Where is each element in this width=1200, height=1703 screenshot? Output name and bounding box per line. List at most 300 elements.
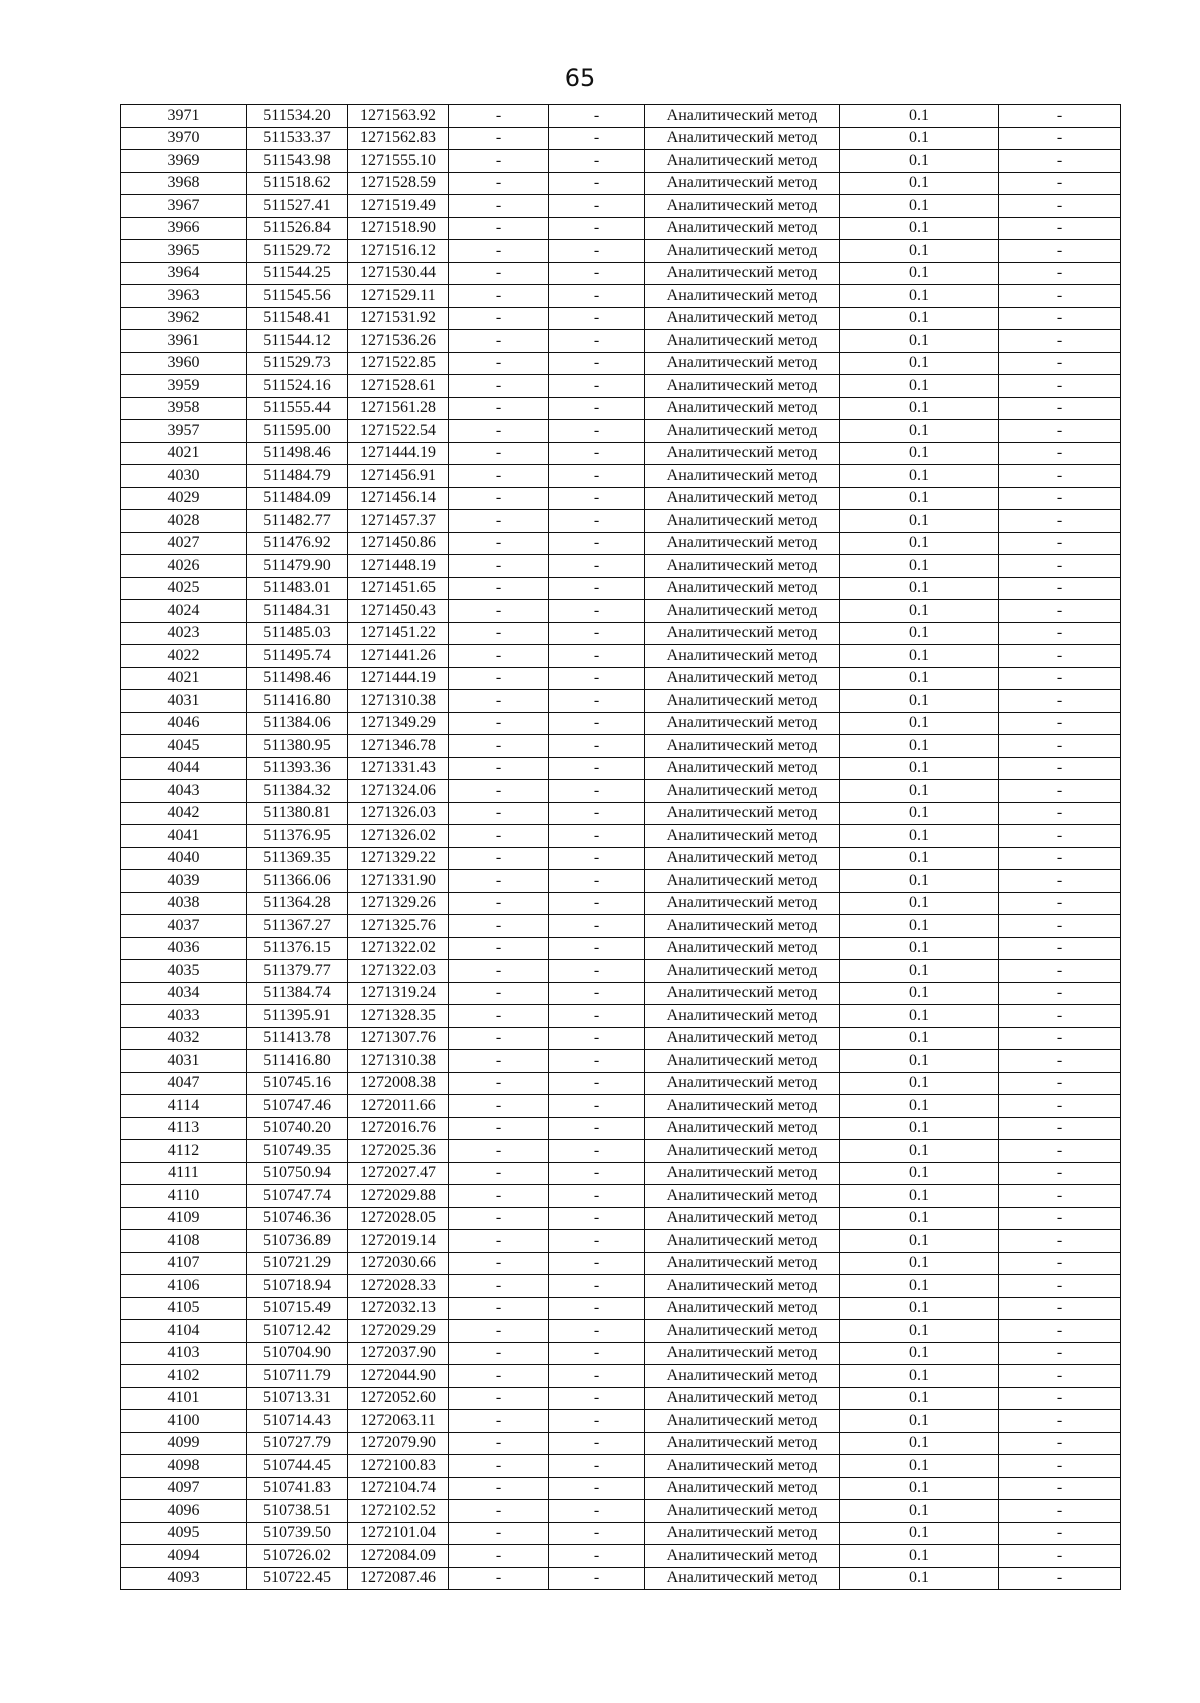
dash-cell: -: [549, 510, 645, 533]
method-cell: Аналитический метод: [645, 172, 840, 195]
point-number-cell: 4098: [121, 1455, 247, 1478]
table-row: [121, 532, 1121, 555]
x-coordinate-cell: 510750.94: [247, 1162, 348, 1185]
accuracy-cell: 0.1: [840, 285, 999, 308]
method-cell: Аналитический метод: [645, 915, 840, 938]
x-coordinate-cell: 511376.95: [247, 825, 348, 848]
point-number-cell: 3958: [121, 397, 247, 420]
dash-cell: -: [999, 330, 1121, 353]
dash-cell: -: [549, 442, 645, 465]
dash-cell: -: [449, 330, 549, 353]
page-number: 65: [564, 64, 596, 92]
table-row: [121, 217, 1121, 240]
y-coordinate-cell: 1271563.92: [348, 105, 449, 128]
dash-cell: -: [449, 285, 549, 308]
y-coordinate-cell: 1272079.90: [348, 1432, 449, 1455]
accuracy-cell: 0.1: [840, 397, 999, 420]
accuracy-cell: 0.1: [840, 420, 999, 443]
dash-cell: -: [549, 307, 645, 330]
dash-cell: -: [549, 1140, 645, 1163]
x-coordinate-cell: 511529.73: [247, 352, 348, 375]
accuracy-cell: 0.1: [840, 127, 999, 150]
y-coordinate-cell: 1272032.13: [348, 1297, 449, 1320]
x-coordinate-cell: 511484.09: [247, 487, 348, 510]
x-coordinate-cell: 510713.31: [247, 1387, 348, 1410]
dash-cell: -: [549, 780, 645, 803]
accuracy-cell: 0.1: [840, 375, 999, 398]
method-cell: Аналитический метод: [645, 892, 840, 915]
dash-cell: -: [999, 307, 1121, 330]
point-number-cell: 3963: [121, 285, 247, 308]
dash-cell: -: [449, 487, 549, 510]
method-cell: Аналитический метод: [645, 1005, 840, 1028]
y-coordinate-cell: 1271536.26: [348, 330, 449, 353]
dash-cell: -: [449, 532, 549, 555]
x-coordinate-cell: 510738.51: [247, 1500, 348, 1523]
y-coordinate-cell: 1271322.03: [348, 960, 449, 983]
point-number-cell: 3971: [121, 105, 247, 128]
dash-cell: -: [449, 892, 549, 915]
table-row: [121, 375, 1121, 398]
accuracy-cell: 0.1: [840, 870, 999, 893]
method-cell: Аналитический метод: [645, 937, 840, 960]
table-row: [121, 892, 1121, 915]
dash-cell: -: [999, 1252, 1121, 1275]
method-cell: Аналитический метод: [645, 217, 840, 240]
y-coordinate-cell: 1271322.02: [348, 937, 449, 960]
dash-cell: -: [999, 1387, 1121, 1410]
x-coordinate-cell: 510711.79: [247, 1365, 348, 1388]
method-cell: Аналитический метод: [645, 1500, 840, 1523]
method-cell: Аналитический метод: [645, 577, 840, 600]
dash-cell: -: [549, 1072, 645, 1095]
dash-cell: -: [549, 555, 645, 578]
x-coordinate-cell: 511384.06: [247, 712, 348, 735]
method-cell: Аналитический метод: [645, 1252, 840, 1275]
method-cell: Аналитический метод: [645, 690, 840, 713]
dash-cell: -: [549, 105, 645, 128]
dash-cell: -: [549, 1117, 645, 1140]
y-coordinate-cell: 1271310.38: [348, 1050, 449, 1073]
accuracy-cell: 0.1: [840, 240, 999, 263]
table-row: [121, 465, 1121, 488]
dash-cell: -: [999, 1162, 1121, 1185]
point-number-cell: 4033: [121, 1005, 247, 1028]
table-row: [121, 352, 1121, 375]
table-row: [121, 1162, 1121, 1185]
accuracy-cell: 0.1: [840, 1252, 999, 1275]
x-coordinate-cell: 510718.94: [247, 1275, 348, 1298]
point-number-cell: 4023: [121, 622, 247, 645]
dash-cell: -: [449, 1140, 549, 1163]
x-coordinate-cell: 511533.37: [247, 127, 348, 150]
table-row: [121, 960, 1121, 983]
table-row: [121, 802, 1121, 825]
point-number-cell: 4034: [121, 982, 247, 1005]
dash-cell: -: [449, 465, 549, 488]
dash-cell: -: [449, 960, 549, 983]
x-coordinate-cell: 510747.74: [247, 1185, 348, 1208]
dash-cell: -: [449, 847, 549, 870]
dash-cell: -: [549, 712, 645, 735]
x-coordinate-cell: 510714.43: [247, 1410, 348, 1433]
dash-cell: -: [549, 1522, 645, 1545]
table-row: [121, 330, 1121, 353]
y-coordinate-cell: 1272101.04: [348, 1522, 449, 1545]
x-coordinate-cell: 510715.49: [247, 1297, 348, 1320]
dash-cell: -: [999, 127, 1121, 150]
table-row: [121, 780, 1121, 803]
accuracy-cell: 0.1: [840, 960, 999, 983]
accuracy-cell: 0.1: [840, 645, 999, 668]
method-cell: Аналитический метод: [645, 150, 840, 173]
dash-cell: -: [549, 465, 645, 488]
y-coordinate-cell: 1271531.92: [348, 307, 449, 330]
y-coordinate-cell: 1271522.54: [348, 420, 449, 443]
point-number-cell: 4108: [121, 1230, 247, 1253]
method-cell: Аналитический метод: [645, 757, 840, 780]
dash-cell: -: [999, 1455, 1121, 1478]
accuracy-cell: 0.1: [840, 1522, 999, 1545]
dash-cell: -: [449, 600, 549, 623]
accuracy-cell: 0.1: [840, 352, 999, 375]
point-number-cell: 4035: [121, 960, 247, 983]
method-cell: Аналитический метод: [645, 1477, 840, 1500]
dash-cell: -: [549, 285, 645, 308]
x-coordinate-cell: 510747.46: [247, 1095, 348, 1118]
table-row: [121, 937, 1121, 960]
table-row: [121, 1455, 1121, 1478]
point-number-cell: 4026: [121, 555, 247, 578]
dash-cell: -: [549, 645, 645, 668]
dash-cell: -: [999, 712, 1121, 735]
x-coordinate-cell: 511367.27: [247, 915, 348, 938]
y-coordinate-cell: 1271555.10: [348, 150, 449, 173]
dash-cell: -: [999, 780, 1121, 803]
dash-cell: -: [449, 1545, 549, 1568]
table-row: [121, 1365, 1121, 1388]
y-coordinate-cell: 1271448.19: [348, 555, 449, 578]
x-coordinate-cell: 511364.28: [247, 892, 348, 915]
dash-cell: -: [549, 1365, 645, 1388]
dash-cell: -: [999, 150, 1121, 173]
point-number-cell: 4021: [121, 442, 247, 465]
x-coordinate-cell: 511413.78: [247, 1027, 348, 1050]
x-coordinate-cell: 511534.20: [247, 105, 348, 128]
method-cell: Аналитический метод: [645, 352, 840, 375]
dash-cell: -: [449, 1275, 549, 1298]
accuracy-cell: 0.1: [840, 622, 999, 645]
dash-cell: -: [549, 397, 645, 420]
method-cell: Аналитический метод: [645, 375, 840, 398]
dash-cell: -: [449, 1567, 549, 1590]
dash-cell: -: [999, 1500, 1121, 1523]
point-number-cell: 4100: [121, 1410, 247, 1433]
dash-cell: -: [999, 847, 1121, 870]
x-coordinate-cell: 511393.36: [247, 757, 348, 780]
accuracy-cell: 0.1: [840, 1455, 999, 1478]
x-coordinate-cell: 511498.46: [247, 442, 348, 465]
x-coordinate-cell: 511384.74: [247, 982, 348, 1005]
point-number-cell: 4102: [121, 1365, 247, 1388]
accuracy-cell: 0.1: [840, 892, 999, 915]
table-row: [121, 1117, 1121, 1140]
table-row: [121, 1140, 1121, 1163]
dash-cell: -: [449, 397, 549, 420]
accuracy-cell: 0.1: [840, 915, 999, 938]
accuracy-cell: 0.1: [840, 1027, 999, 1050]
x-coordinate-cell: 511479.90: [247, 555, 348, 578]
y-coordinate-cell: 1271444.19: [348, 442, 449, 465]
point-number-cell: 3966: [121, 217, 247, 240]
dash-cell: -: [999, 217, 1121, 240]
point-number-cell: 4041: [121, 825, 247, 848]
method-cell: Аналитический метод: [645, 1297, 840, 1320]
point-number-cell: 4043: [121, 780, 247, 803]
accuracy-cell: 0.1: [840, 1207, 999, 1230]
table-row: [121, 487, 1121, 510]
dash-cell: -: [549, 1005, 645, 1028]
dash-cell: -: [549, 735, 645, 758]
accuracy-cell: 0.1: [840, 487, 999, 510]
method-cell: Аналитический метод: [645, 982, 840, 1005]
x-coordinate-cell: 511555.44: [247, 397, 348, 420]
point-number-cell: 3959: [121, 375, 247, 398]
point-number-cell: 4097: [121, 1477, 247, 1500]
dash-cell: -: [449, 1117, 549, 1140]
accuracy-cell: 0.1: [840, 262, 999, 285]
y-coordinate-cell: 1272084.09: [348, 1545, 449, 1568]
dash-cell: -: [999, 240, 1121, 263]
y-coordinate-cell: 1271450.86: [348, 532, 449, 555]
dash-cell: -: [549, 1342, 645, 1365]
x-coordinate-cell: 510741.83: [247, 1477, 348, 1500]
dash-cell: -: [549, 1567, 645, 1590]
dash-cell: -: [449, 1365, 549, 1388]
x-coordinate-cell: 510727.79: [247, 1432, 348, 1455]
y-coordinate-cell: 1272027.47: [348, 1162, 449, 1185]
dash-cell: -: [449, 262, 549, 285]
dash-cell: -: [549, 532, 645, 555]
y-coordinate-cell: 1271516.12: [348, 240, 449, 263]
table-row: [121, 1027, 1121, 1050]
accuracy-cell: 0.1: [840, 600, 999, 623]
dash-cell: -: [999, 1432, 1121, 1455]
x-coordinate-cell: 511483.01: [247, 577, 348, 600]
method-cell: Аналитический метод: [645, 645, 840, 668]
x-coordinate-cell: 510744.45: [247, 1455, 348, 1478]
x-coordinate-cell: 511527.41: [247, 195, 348, 218]
dash-cell: -: [999, 577, 1121, 600]
point-number-cell: 4030: [121, 465, 247, 488]
dash-cell: -: [449, 420, 549, 443]
y-coordinate-cell: 1271451.65: [348, 577, 449, 600]
dash-cell: -: [449, 127, 549, 150]
dash-cell: -: [549, 1162, 645, 1185]
dash-cell: -: [999, 510, 1121, 533]
x-coordinate-cell: 511476.92: [247, 532, 348, 555]
y-coordinate-cell: 1271562.83: [348, 127, 449, 150]
accuracy-cell: 0.1: [840, 105, 999, 128]
accuracy-cell: 0.1: [840, 1342, 999, 1365]
accuracy-cell: 0.1: [840, 847, 999, 870]
y-coordinate-cell: 1271324.06: [348, 780, 449, 803]
accuracy-cell: 0.1: [840, 937, 999, 960]
x-coordinate-cell: 510712.42: [247, 1320, 348, 1343]
x-coordinate-cell: 511543.98: [247, 150, 348, 173]
dash-cell: -: [449, 150, 549, 173]
point-number-cell: 4111: [121, 1162, 247, 1185]
dash-cell: -: [449, 1027, 549, 1050]
table-row: [121, 645, 1121, 668]
table-row: [121, 577, 1121, 600]
y-coordinate-cell: 1271326.02: [348, 825, 449, 848]
method-cell: Аналитический метод: [645, 622, 840, 645]
table-row: [121, 1207, 1121, 1230]
point-number-cell: 4109: [121, 1207, 247, 1230]
x-coordinate-cell: 511545.56: [247, 285, 348, 308]
method-cell: Аналитический метод: [645, 1342, 840, 1365]
dash-cell: -: [449, 1297, 549, 1320]
dash-cell: -: [449, 690, 549, 713]
accuracy-cell: 0.1: [840, 307, 999, 330]
point-number-cell: 4094: [121, 1545, 247, 1568]
x-coordinate-cell: 511416.80: [247, 690, 348, 713]
y-coordinate-cell: 1271561.28: [348, 397, 449, 420]
dash-cell: -: [549, 622, 645, 645]
dash-cell: -: [549, 577, 645, 600]
method-cell: Аналитический метод: [645, 1027, 840, 1050]
method-cell: Аналитический метод: [645, 780, 840, 803]
dash-cell: -: [999, 1477, 1121, 1500]
method-cell: Аналитический метод: [645, 825, 840, 848]
dash-cell: -: [999, 1005, 1121, 1028]
method-cell: Аналитический метод: [645, 667, 840, 690]
dash-cell: -: [999, 757, 1121, 780]
x-coordinate-cell: 511484.79: [247, 465, 348, 488]
method-cell: Аналитический метод: [645, 1410, 840, 1433]
y-coordinate-cell: 1271319.24: [348, 982, 449, 1005]
point-number-cell: 3960: [121, 352, 247, 375]
dash-cell: -: [549, 1275, 645, 1298]
table-row: [121, 712, 1121, 735]
dash-cell: -: [999, 1027, 1121, 1050]
dash-cell: -: [449, 1050, 549, 1073]
method-cell: Аналитический метод: [645, 1117, 840, 1140]
dash-cell: -: [999, 960, 1121, 983]
method-cell: Аналитический метод: [645, 307, 840, 330]
dash-cell: -: [449, 217, 549, 240]
method-cell: Аналитический метод: [645, 600, 840, 623]
dash-cell: -: [549, 1297, 645, 1320]
method-cell: Аналитический метод: [645, 1140, 840, 1163]
table-row: [121, 420, 1121, 443]
dash-cell: -: [549, 1027, 645, 1050]
dash-cell: -: [549, 1387, 645, 1410]
dash-cell: -: [999, 915, 1121, 938]
table-row: [121, 1185, 1121, 1208]
point-number-cell: 4037: [121, 915, 247, 938]
dash-cell: -: [449, 937, 549, 960]
x-coordinate-cell: 511518.62: [247, 172, 348, 195]
table-row: [121, 1050, 1121, 1073]
y-coordinate-cell: 1271329.22: [348, 847, 449, 870]
dash-cell: -: [549, 915, 645, 938]
dash-cell: -: [449, 1095, 549, 1118]
method-cell: Аналитический метод: [645, 105, 840, 128]
dash-cell: -: [449, 1005, 549, 1028]
dash-cell: -: [999, 1297, 1121, 1320]
point-number-cell: 3962: [121, 307, 247, 330]
dash-cell: -: [449, 1477, 549, 1500]
dash-cell: -: [449, 667, 549, 690]
point-number-cell: 4038: [121, 892, 247, 915]
dash-cell: -: [549, 1410, 645, 1433]
y-coordinate-cell: 1271326.03: [348, 802, 449, 825]
x-coordinate-cell: 511548.41: [247, 307, 348, 330]
accuracy-cell: 0.1: [840, 577, 999, 600]
y-coordinate-cell: 1271450.43: [348, 600, 449, 623]
table-row: [121, 1320, 1121, 1343]
point-number-cell: 4047: [121, 1072, 247, 1095]
accuracy-cell: 0.1: [840, 1410, 999, 1433]
dash-cell: -: [449, 442, 549, 465]
dash-cell: -: [999, 937, 1121, 960]
dash-cell: -: [549, 1500, 645, 1523]
x-coordinate-cell: 510726.02: [247, 1545, 348, 1568]
y-coordinate-cell: 1271444.19: [348, 667, 449, 690]
y-coordinate-cell: 1272016.76: [348, 1117, 449, 1140]
table-row: [121, 1477, 1121, 1500]
dash-cell: -: [999, 735, 1121, 758]
point-number-cell: 4112: [121, 1140, 247, 1163]
method-cell: Аналитический метод: [645, 487, 840, 510]
dash-cell: -: [449, 1410, 549, 1433]
y-coordinate-cell: 1272028.05: [348, 1207, 449, 1230]
dash-cell: -: [999, 172, 1121, 195]
dash-cell: -: [449, 1320, 549, 1343]
dash-cell: -: [449, 735, 549, 758]
y-coordinate-cell: 1272037.90: [348, 1342, 449, 1365]
method-cell: Аналитический метод: [645, 1162, 840, 1185]
table-row: [121, 690, 1121, 713]
dash-cell: -: [999, 1050, 1121, 1073]
y-coordinate-cell: 1271331.90: [348, 870, 449, 893]
point-number-cell: 4099: [121, 1432, 247, 1455]
table-row: [121, 1545, 1121, 1568]
dash-cell: -: [549, 1477, 645, 1500]
dash-cell: -: [999, 645, 1121, 668]
y-coordinate-cell: 1271331.43: [348, 757, 449, 780]
y-coordinate-cell: 1271528.61: [348, 375, 449, 398]
accuracy-cell: 0.1: [840, 442, 999, 465]
dash-cell: -: [999, 262, 1121, 285]
dash-cell: -: [449, 1185, 549, 1208]
dash-cell: -: [449, 1252, 549, 1275]
y-coordinate-cell: 1272029.29: [348, 1320, 449, 1343]
x-coordinate-cell: 511380.81: [247, 802, 348, 825]
dash-cell: -: [999, 1320, 1121, 1343]
method-cell: Аналитический метод: [645, 1050, 840, 1073]
x-coordinate-cell: 510721.29: [247, 1252, 348, 1275]
accuracy-cell: 0.1: [840, 1320, 999, 1343]
dash-cell: -: [549, 1207, 645, 1230]
method-cell: Аналитический метод: [645, 802, 840, 825]
accuracy-cell: 0.1: [840, 532, 999, 555]
table-row: [121, 735, 1121, 758]
y-coordinate-cell: 1271325.76: [348, 915, 449, 938]
point-number-cell: 3968: [121, 172, 247, 195]
